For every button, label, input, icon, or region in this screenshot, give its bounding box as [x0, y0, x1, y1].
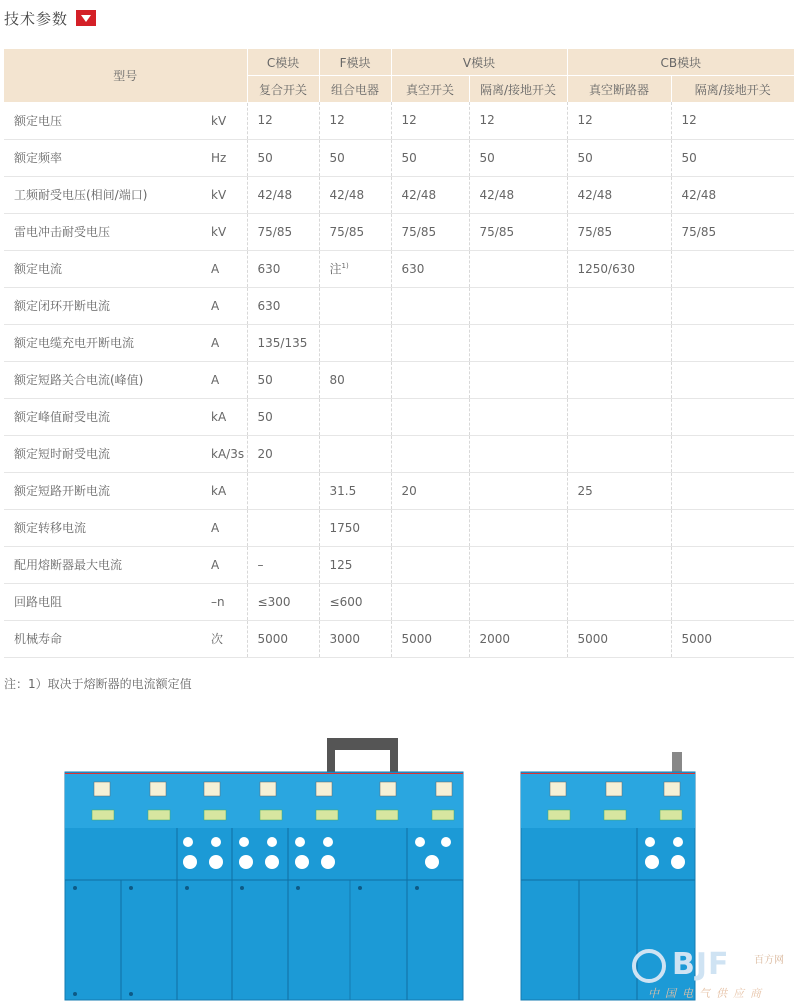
value-cell: [247, 620, 319, 657]
value-cell: [671, 435, 794, 472]
value-cell: [247, 250, 319, 287]
value-text: 50: [257, 150, 273, 165]
param-unit: kA/3s: [211, 435, 247, 472]
value-cell: [391, 139, 469, 176]
value-cell: [567, 435, 671, 472]
value-cell: [469, 324, 567, 361]
param-unit: A: [211, 509, 247, 546]
value-cell: [391, 287, 469, 324]
param-unit: 次: [211, 620, 247, 657]
value-text: 5000: [681, 631, 713, 646]
value-cell: [469, 472, 567, 509]
value-text: 20: [401, 483, 417, 498]
value-cell: [319, 620, 391, 657]
watermark-logo: BJF: [672, 947, 730, 982]
value-text: ≤600: [329, 594, 363, 609]
value-cell: [567, 139, 671, 176]
table-row: [4, 620, 794, 657]
value-cell: [671, 213, 794, 250]
value-text: 630: [257, 298, 281, 313]
value-cell: [391, 176, 469, 213]
value-text: 75/85: [479, 224, 515, 239]
param-unit: kV: [211, 176, 247, 213]
value-text: 50: [257, 409, 273, 424]
switchgear-left-unit: [65, 738, 463, 1000]
value-text: 42/48: [577, 187, 613, 202]
value-cell: [319, 176, 391, 213]
value-text: 50: [257, 372, 273, 387]
value-text: 42/48: [479, 187, 515, 202]
value-text: 75/85: [257, 224, 293, 239]
value-cell: [671, 324, 794, 361]
footnote-ref: 1): [341, 262, 349, 270]
value-text: 80: [329, 372, 345, 387]
value-text: ≤300: [257, 594, 291, 609]
table-row: [4, 250, 794, 287]
value-text: 50: [681, 150, 697, 165]
value-cell: [671, 509, 794, 546]
param-name: 额定短时耐受电流: [4, 435, 211, 472]
value-cell: [319, 583, 391, 620]
value-cell: [567, 213, 671, 250]
value-text: 12: [401, 113, 417, 128]
value-cell: [319, 250, 391, 287]
param-unit: Hz: [211, 139, 247, 176]
value-cell: [469, 287, 567, 324]
value-text: 50: [479, 150, 495, 165]
table-row: [4, 509, 794, 546]
subheader-2: 真空开关: [391, 76, 469, 103]
value-cell: [671, 546, 794, 583]
value-cell: [247, 472, 319, 509]
value-text: –: [257, 557, 264, 572]
value-cell: [391, 250, 469, 287]
value-cell: [567, 398, 671, 435]
value-cell: [247, 139, 319, 176]
value-text: 50: [401, 150, 417, 165]
value-text: 42/48: [681, 187, 717, 202]
value-cell: [247, 583, 319, 620]
value-cell: [247, 509, 319, 546]
param-unit: kA: [211, 472, 247, 509]
value-cell: [391, 583, 469, 620]
param-name: 额定短路关合电流(峰值): [4, 361, 211, 398]
value-cell: [671, 361, 794, 398]
param-unit: A: [211, 324, 247, 361]
value-text: 50: [329, 150, 345, 165]
table-row: [4, 287, 794, 324]
param-name: 回路电阻: [4, 583, 211, 620]
value-text: 12: [479, 113, 495, 128]
param-name: 额定电缆充电开断电流: [4, 324, 211, 361]
value-text: 125: [329, 557, 353, 572]
subheader-0: 复合开关: [247, 76, 319, 103]
value-text: 5000: [401, 631, 433, 646]
value-text: 75/85: [401, 224, 437, 239]
value-text: 2000: [479, 631, 511, 646]
value-cell: [391, 213, 469, 250]
value-cell: [391, 324, 469, 361]
value-cell: [671, 250, 794, 287]
value-cell: [469, 620, 567, 657]
value-cell: [567, 287, 671, 324]
param-name: 额定峰值耐受电流: [4, 398, 211, 435]
value-cell: [319, 287, 391, 324]
value-cell: [247, 287, 319, 324]
header-group-cb: CB模块: [567, 49, 794, 76]
value-cell: [567, 620, 671, 657]
value-cell: [319, 213, 391, 250]
value-text: 135/135: [257, 335, 308, 350]
value-cell: [319, 102, 391, 139]
value-cell: [391, 435, 469, 472]
param-unit: kV: [211, 102, 247, 139]
value-cell: [469, 139, 567, 176]
value-cell: [567, 102, 671, 139]
value-text: 630: [401, 261, 425, 276]
value-cell: [469, 213, 567, 250]
value-text: 75/85: [329, 224, 365, 239]
value-cell: [567, 324, 671, 361]
table-row: [4, 213, 794, 250]
value-cell: [567, 361, 671, 398]
value-cell: [319, 435, 391, 472]
value-cell: [469, 398, 567, 435]
header-group-f: F模块: [319, 49, 391, 76]
param-unit: A: [211, 361, 247, 398]
value-text: 12: [577, 113, 593, 128]
watermark: [628, 945, 788, 1001]
section-heading: [4, 6, 96, 30]
value-cell: [319, 509, 391, 546]
value-cell: [247, 324, 319, 361]
value-cell: [247, 102, 319, 139]
value-cell: [319, 361, 391, 398]
table-row: [4, 361, 794, 398]
table-row: [4, 583, 794, 620]
value-cell: [469, 361, 567, 398]
value-cell: [319, 324, 391, 361]
value-cell: [671, 287, 794, 324]
value-text: 75/85: [681, 224, 717, 239]
value-cell: [671, 139, 794, 176]
value-cell: [671, 102, 794, 139]
table-row: [4, 398, 794, 435]
value-cell: [671, 620, 794, 657]
value-cell: [567, 509, 671, 546]
param-name: 额定闭环开断电流: [4, 287, 211, 324]
value-cell: [469, 546, 567, 583]
param-name: 雷电冲击耐受电压: [4, 213, 211, 250]
value-text: 20: [257, 446, 273, 461]
value-cell: [247, 398, 319, 435]
value-text: 25: [577, 483, 593, 498]
watermark-site: 百方网: [754, 955, 784, 966]
value-cell: [391, 361, 469, 398]
subheader-3: 隔离/接地开关: [469, 76, 567, 103]
header-model: 型号: [4, 49, 247, 102]
value-text: 1250/630: [577, 261, 636, 276]
value-text: 注: [329, 262, 342, 276]
value-cell: [469, 509, 567, 546]
value-text: 5000: [577, 631, 609, 646]
param-name: 额定转移电流: [4, 509, 211, 546]
param-name: 额定短路开断电流: [4, 472, 211, 509]
value-text: 12: [681, 113, 697, 128]
table-row: [4, 472, 794, 509]
param-name: 额定电流: [4, 250, 211, 287]
value-cell: [391, 398, 469, 435]
table-row: [4, 176, 794, 213]
param-unit: A: [211, 250, 247, 287]
tech-params-table: [4, 49, 794, 658]
table-row: [4, 324, 794, 361]
value-cell: [391, 509, 469, 546]
value-cell: [567, 176, 671, 213]
value-text: 42/48: [257, 187, 293, 202]
section-title: 技术参数: [4, 9, 69, 28]
value-cell: [391, 620, 469, 657]
value-cell: [671, 176, 794, 213]
value-cell: [567, 546, 671, 583]
subheader-4: 真空断路器: [567, 76, 671, 103]
value-cell: [391, 546, 469, 583]
header-group-c: C模块: [247, 49, 319, 76]
value-cell: [391, 472, 469, 509]
value-cell: [469, 435, 567, 472]
footnote: 注：1）取决于熔断器的电流额定值: [4, 677, 192, 691]
param-unit: –n: [211, 583, 247, 620]
header-group-v: V模块: [391, 49, 567, 76]
value-cell: [391, 102, 469, 139]
param-name: 配用熔断器最大电流: [4, 546, 211, 583]
value-cell: [567, 472, 671, 509]
value-cell: [319, 546, 391, 583]
value-cell: [671, 398, 794, 435]
param-name: 额定频率: [4, 139, 211, 176]
table-row: [4, 139, 794, 176]
value-text: 12: [257, 113, 273, 128]
value-text: 3000: [329, 631, 361, 646]
param-unit: kV: [211, 213, 247, 250]
value-text: 1750: [329, 520, 361, 535]
table-row: [4, 102, 794, 139]
watermark-subtitle: 中国电气供应商: [648, 987, 767, 1000]
value-text: 12: [329, 113, 345, 128]
value-cell: [319, 472, 391, 509]
table-row: [4, 546, 794, 583]
value-cell: [567, 583, 671, 620]
value-text: 42/48: [401, 187, 437, 202]
value-cell: [469, 250, 567, 287]
value-cell: [319, 139, 391, 176]
value-cell: [319, 398, 391, 435]
value-cell: [247, 361, 319, 398]
logo-mark-icon: [632, 949, 666, 983]
value-text: 42/48: [329, 187, 365, 202]
param-name: 额定电压: [4, 102, 211, 139]
value-text: 50: [577, 150, 593, 165]
value-cell: [469, 176, 567, 213]
value-text: 75/85: [577, 224, 613, 239]
value-text: 630: [257, 261, 281, 276]
param-name: 机械寿命: [4, 620, 211, 657]
param-unit: A: [211, 287, 247, 324]
arrow-down-icon[interactable]: [76, 10, 96, 26]
value-cell: [671, 472, 794, 509]
subheader-1: 组合电器: [319, 76, 391, 103]
value-cell: [247, 546, 319, 583]
subheader-5: 隔离/接地开关: [671, 76, 794, 103]
param-unit: A: [211, 546, 247, 583]
value-cell: [247, 435, 319, 472]
value-text: 5000: [257, 631, 289, 646]
table-row: [4, 435, 794, 472]
value-cell: [247, 213, 319, 250]
param-name: 工频耐受电压(相间/端口): [4, 176, 211, 213]
value-text: 31.5: [329, 483, 357, 498]
value-cell: [567, 250, 671, 287]
value-cell: [469, 102, 567, 139]
value-cell: [469, 583, 567, 620]
value-cell: [671, 583, 794, 620]
param-unit: kA: [211, 398, 247, 435]
value-cell: [247, 176, 319, 213]
